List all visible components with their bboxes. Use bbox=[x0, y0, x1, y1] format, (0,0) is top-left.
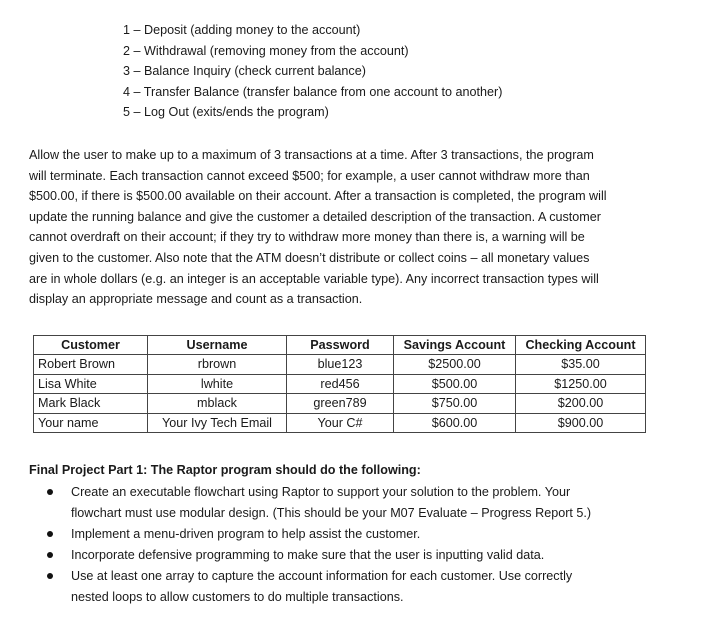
table-row bbox=[34, 394, 646, 413]
bullet-icon bbox=[47, 552, 53, 558]
menu-option-balance-inquiry: 3 – Balance Inquiry (check current balance) bbox=[123, 64, 366, 79]
bullet-icon bbox=[47, 489, 53, 495]
cell-username: mblack bbox=[148, 394, 287, 413]
table-row bbox=[34, 374, 646, 393]
description-line: will terminate. Each transaction cannot exceed $500; for example, a user cannot withdraw more than bbox=[29, 168, 590, 183]
bullet-icon bbox=[47, 573, 53, 579]
requirement-line: Incorporate defensive programming to make sure that the user is inputting valid data. bbox=[71, 548, 545, 562]
menu-option-log-out: 5 – Log Out (exits/ends the program) bbox=[123, 105, 329, 120]
requirement-item-defensive bbox=[0, 545, 707, 566]
description-line: $500.00, if there is $500.00 available on their account. After a transaction is completed, the program will bbox=[29, 189, 607, 204]
header-checking-account: Checking Account bbox=[516, 336, 646, 355]
cell-savings: $500.00 bbox=[394, 374, 516, 393]
cell-username: lwhite bbox=[148, 374, 287, 393]
requirement-item-menu bbox=[0, 524, 707, 545]
bullet-icon bbox=[47, 531, 53, 537]
cell-customer: Your name bbox=[34, 413, 148, 432]
header-password: Password bbox=[287, 336, 394, 355]
cell-checking: $900.00 bbox=[516, 413, 646, 432]
description-line: Allow the user to make up to a maximum of 3 transactions at a time. After 3 transactions, the program bbox=[29, 148, 594, 162]
table-row bbox=[34, 413, 646, 432]
description-line: cannot overdraft on their account; if they try to withdraw more money than there is, a warning will be bbox=[29, 230, 585, 245]
cell-password: Your C# bbox=[287, 413, 394, 432]
cell-checking: $1250.00 bbox=[516, 374, 646, 393]
cell-checking: $35.00 bbox=[516, 355, 646, 374]
cell-password: red456 bbox=[287, 374, 394, 393]
cell-checking: $200.00 bbox=[516, 394, 646, 413]
menu-option-withdrawal: 2 – Withdrawal (removing money from the account) bbox=[123, 43, 409, 58]
cell-customer: Robert Brown bbox=[34, 355, 148, 374]
requirements-list bbox=[0, 482, 707, 608]
cell-customer: Mark Black bbox=[34, 394, 148, 413]
header-username: Username bbox=[148, 336, 287, 355]
requirement-item-array bbox=[0, 566, 707, 608]
menu-options-list bbox=[123, 20, 502, 123]
description-line: update the running balance and give the customer a detailed description of the transaction. A customer bbox=[29, 209, 601, 224]
cell-savings: $2500.00 bbox=[394, 355, 516, 374]
cell-username: rbrown bbox=[148, 355, 287, 374]
menu-option-transfer-balance: 4 – Transfer Balance (transfer balance from one account to another) bbox=[123, 84, 503, 99]
accounts-table bbox=[33, 335, 646, 433]
requirements-title: Final Project Part 1: The Raptor program should do the following: bbox=[29, 463, 421, 477]
description-paragraph bbox=[29, 145, 689, 310]
header-savings-account: Savings Account bbox=[394, 336, 516, 355]
description-line: given to the customer. Also note that the ATM doesn’t distribute or collect coins – all monetary values bbox=[29, 250, 590, 265]
cell-customer: Lisa White bbox=[34, 374, 148, 393]
menu-option-deposit: 1 – Deposit (adding money to the account) bbox=[123, 23, 361, 37]
header-customer: Customer bbox=[34, 336, 148, 355]
requirement-line: Create an executable flowchart using Raptor to support your solution to the problem. Your bbox=[71, 485, 571, 499]
cell-savings: $750.00 bbox=[394, 394, 516, 413]
cell-password: green789 bbox=[287, 394, 394, 413]
requirement-line: nested loops to allow customers to do multiple transactions. bbox=[71, 590, 404, 604]
cell-password: blue123 bbox=[287, 355, 394, 374]
requirement-line: flowchart must use modular design. (This should be your M07 Evaluate – Progress Report 5.) bbox=[71, 506, 592, 520]
requirement-item-flowchart bbox=[0, 482, 707, 524]
description-line: display an appropriate message and count as a transaction. bbox=[29, 292, 363, 307]
table-row bbox=[34, 355, 646, 374]
requirement-line: Use at least one array to capture the account information for each customer. Use correctly bbox=[71, 569, 573, 583]
cell-username: Your Ivy Tech Email bbox=[148, 413, 287, 432]
table-header-row bbox=[34, 336, 646, 355]
requirement-line: Implement a menu-driven program to help assist the customer. bbox=[71, 527, 421, 541]
cell-savings: $600.00 bbox=[394, 413, 516, 432]
description-line: are in whole dollars (e.g. an integer is an acceptable variable type). Any incorrect transaction types will bbox=[29, 271, 599, 286]
